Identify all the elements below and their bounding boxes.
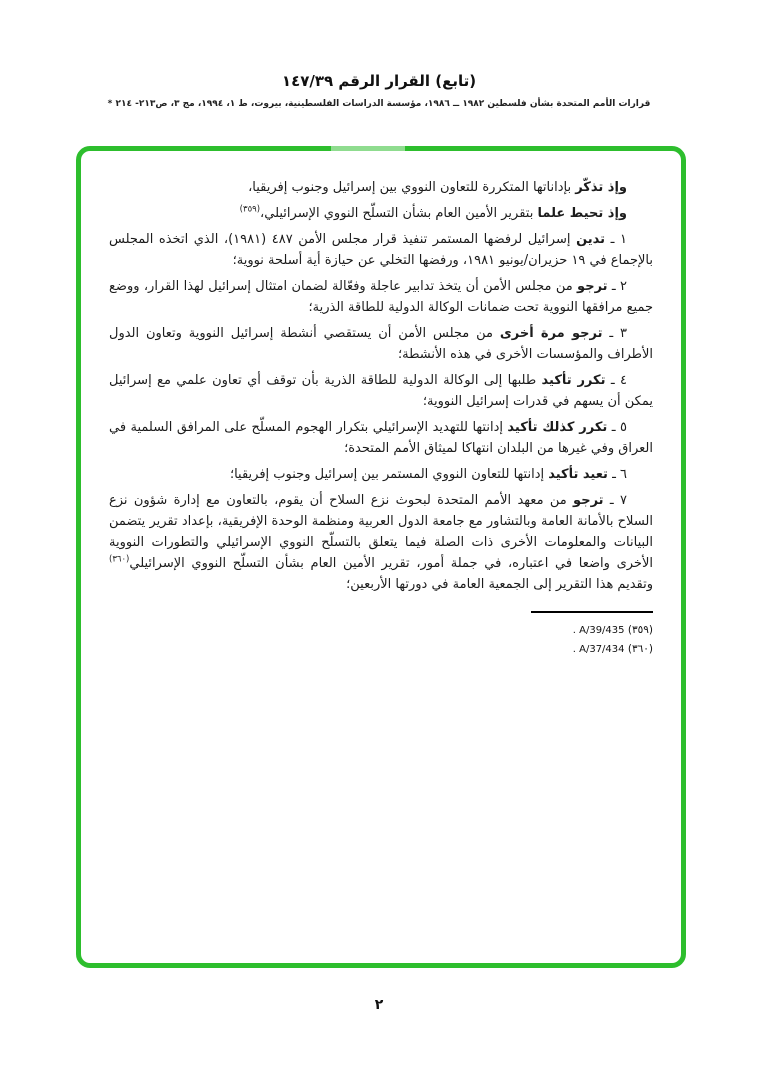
- paragraph-number: ٤ ـ: [605, 373, 628, 388]
- page-number: ٢: [374, 997, 384, 1013]
- resolution-paragraph: [109, 177, 653, 198]
- paragraph-text: إدانتها للتهديد الإسرائيلي بتكرار الهجوم المسلّح على المرافق السلمية في العراق وفي غيرها من البلدان انتهاكا لميثاق الأمم المتحدة؛: [109, 420, 653, 456]
- resolution-paragraph: [109, 203, 653, 224]
- resolution-paragraph: [109, 229, 653, 271]
- paragraph-lead: وإذ تذكّر: [575, 180, 627, 195]
- paragraph-number: ٢ ـ: [607, 279, 628, 294]
- paragraph-text: طلبها إلى الوكالة الدولية للطاقة الذرية بأن توقف أي تعاون علمي مع إسرائيل يمكن أن يسهم في قدرات إسرائيل النووية؛: [109, 373, 653, 409]
- footnote-document-symbol: A/39/435 .: [572, 625, 625, 636]
- paragraph-number: ٣ ـ: [602, 326, 627, 341]
- source-citation-line: قرارات الأمم المتحدة بشأن فلسطين ١٩٨٢ ــ ١٩٨٦، مؤسسة الدراسات الفلسطينية، بيروت، ط ١، ١٩٩٤، مج ٣، ص٢١٣- ٢١٤ *: [107, 99, 651, 109]
- page-header: [0, 0, 758, 109]
- paragraph-text: إدانتها للتعاون النووي المستمر بين إسرائيل وجنوب إفريقيا؛: [229, 467, 549, 482]
- paragraph-number: ٥ ـ: [607, 420, 627, 435]
- document-title: (تابع) القرار الرقم ١٤٧/٣٩: [281, 72, 477, 90]
- footnote-ref: (٣٥٩): [239, 204, 261, 215]
- resolution-paragraph: [109, 370, 653, 412]
- paragraph-text: بتقرير الأمين العام بشأن التسلّح النووي الإسرائيلي،: [260, 206, 538, 221]
- footnote-label: (٣٥٩): [627, 624, 653, 636]
- resolution-text: [109, 177, 653, 659]
- paragraph-text: إسرائيل لرفضها المستمر تنفيذ قرار مجلس الأمن ٤٨٧ (١٩٨١)، الذي اتخذه المجلس بالإجماع في ١٩ حزيران/يونيو ١٩٨١، ورفضها التخلي عن حيازة أية أسلحة نووية؛: [109, 232, 653, 268]
- footnote-item: [109, 640, 653, 659]
- paragraph-text-cont: وتقديم هذا التقرير إلى الجمعية العامة في دورتها الأربعين؛: [346, 577, 653, 592]
- paragraph-number: ٦ ـ: [607, 467, 627, 482]
- resolution-paragraph: [109, 276, 653, 318]
- paragraph-text: من معهد الأمم المتحدة لبحوث نزع السلاح أن يقوم، بالتعاون مع إدارة شؤون نزع السلاح بالأمانة العامة وبالتشاور مع جامعة الدول العربية ومنظمة الوحدة الإفريقية، بإعداد تقرير يتضمن البيانات والمعلومات الأخرى ذات الصلة فيما يتعلق بالتسلّح النووي الإسرائيلي والتطورات النووية الأخرى واضعا في اعتباره، في جملة أمور، تقرير الأمين العام بشأن التسلّح النووي الإسرائيلي: [109, 493, 653, 571]
- footnote-ref: (٣٦٠): [109, 554, 130, 565]
- paragraph-text: بإداناتها المتكررة للتعاون النووي بين إسرائيل وجنوب إفريقيا،: [248, 180, 576, 195]
- paragraph-lead: ترجو: [577, 279, 608, 294]
- footnote-label: (٣٦٠): [627, 643, 653, 655]
- resolution-paragraph: [109, 490, 653, 595]
- resolution-paragraph: [109, 323, 653, 365]
- paragraph-lead: تعيد تأكيد: [548, 467, 608, 482]
- paragraph-text: من مجلس الأمن أن يستقصي أنشطة إسرائيل النووية وتعاون الدول الأطراف والمؤسسات الأخرى في هذه الأنشطة؛: [109, 326, 653, 362]
- paragraph-lead: ترجو مرة أخرى: [499, 326, 603, 341]
- paragraph-lead: وإذ تحيط علما: [537, 206, 627, 221]
- paragraph-number: ١ ـ: [605, 232, 627, 247]
- border-scan-artifact: [331, 146, 405, 151]
- paragraph-lead: ترجو: [573, 493, 604, 508]
- footnote-item: [109, 621, 653, 640]
- paragraph-lead: تدين: [576, 232, 606, 247]
- resolution-paragraph: [109, 464, 653, 485]
- paragraph-number: ٧ ـ: [603, 493, 627, 508]
- paragraph-text: من مجلس الأمن أن يتخذ تدابير عاجلة وفعّالة لضمان امتثال إسرائيل لهذا القرار، ووضع جميع مرافقها النووية تحت ضمانات الوكالة الدولية للطاقة الذرية؛: [109, 279, 653, 315]
- highlight-box: [76, 146, 686, 968]
- footnote-document-symbol: A/37/434 .: [572, 644, 625, 655]
- footnote-separator: [531, 611, 653, 613]
- resolution-paragraph: [109, 417, 653, 459]
- paragraph-lead: تكرر كذلك تأكيد: [507, 420, 608, 435]
- footnotes-section: [109, 611, 653, 659]
- paragraph-lead: تكرر تأكيد: [541, 373, 606, 388]
